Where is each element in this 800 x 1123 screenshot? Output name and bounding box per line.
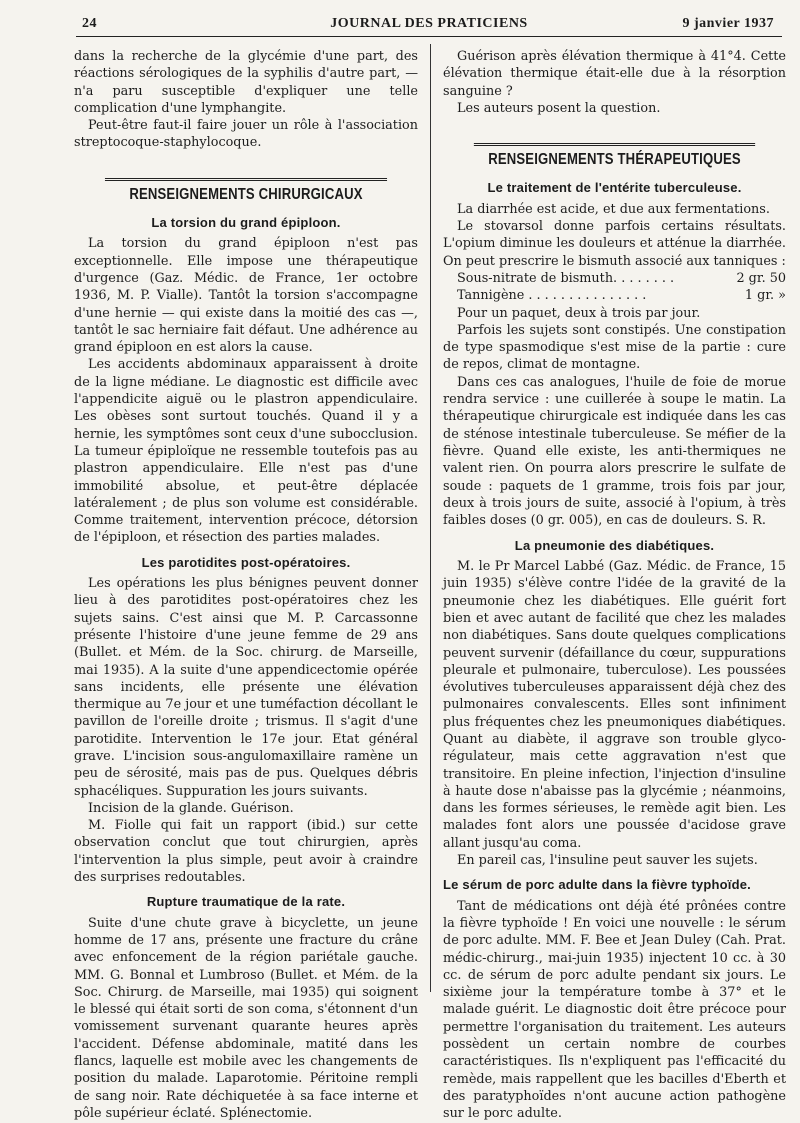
page-number: 24 — [82, 16, 97, 31]
article-paragraph: Le stovarsol donne parfois certains résultats. L'opium diminue les douleurs et atténue la diarrhée. On peut prescrire le bismuth associé aux tanniques : — [443, 219, 786, 269]
article-paragraph: M. le Pr Marcel Labbé (Gaz. Médic. de France, 15 juin 1935) s'élève contre l'idée de la gravité de la pneumonie chez les diabétiques. Elle guérit fort bien et avec autant de facilité que chez les malades non diabétiques. Sans doute quelques complications peuvent survenir (défaillance du cœur, suppurations pleurale et pulmonaire, tuberculose). Les poussées évolutives tuberculeuses apparaissent déjà chez des pulmonaires convalescents. Elles sont infiniment plus fréquentes chez les pneumoniques diabétiques. Quant au diabète, il aggrave son trouble glyco-régulateur, mais cette aggravation n'est que transitoire. En pleine infection, l'injection d'insuline à haute dose n'abaisse pas la glycémie ; néanmoins, dans les formes sérieuses, le remède agit bien. Les malades font alors une poussée d'acidose grave allant jusqu'au coma. — [443, 559, 786, 851]
article-paragraph: La torsion du grand épiploon n'est pas exceptionnelle. Elle impose une thérapeutique d'urgence (Gaz. Médic. de France, 1er octobre 1936, M. P. Vialle). Tantôt la torsion s'accompagne d'une hernie — qui existe dans la moitié des cas —, tantôt le sac herniaire fait défaut. Une adhérence au grand épiploon en est alors la cause. — [74, 236, 418, 356]
author-signature: S. R. — [735, 513, 766, 529]
header-rule — [76, 36, 782, 37]
article-paragraph: M. Fiolle qui fait un rapport (ibid.) sur cette observation conclut que tout chirurgien, après l'intervention la plus simple, peut avoir à craindre des surprises redoutables. — [74, 818, 418, 886]
article-paragraph: Incision de la glande. Guérison. — [88, 800, 294, 816]
journal-title: JOURNAL DES PRATICIENS — [330, 16, 528, 31]
article-paragraph: Les accidents abdominaux apparaissent à droite de la ligne médiane. Le diagnostic est difficile avec l'appendicite aiguë ou le plastron appendiculaire. Les obèses sont surtout touchés. Quand il y a hernie, les symptômes sont ceux d'une subocclusion. La tumeur épiploïque ne ressemble toutefois pas au plastron appendiculaire. Elle n'est pas d'une immobilité absolue, et peut-être déplacée latéralement ; de plus son volume est considérable. Comme traitement, intervention précoce, détorsion de l'épiploon, et résection des parties malades. — [74, 357, 418, 546]
prescription-line — [443, 270, 786, 287]
page-header — [76, 14, 782, 36]
section-title-therapeutiques: RENSEIGNEMENTS THÉRAPEUTIQUES — [474, 143, 755, 172]
article-title-serum: Le sérum de porc adulte dans la fièvre typhoïde. — [443, 877, 751, 893]
column-divider — [430, 44, 431, 992]
article-title-torsion: La torsion du grand épiploon. — [151, 215, 341, 231]
article-title-enterite: Le traitement de l'entérite tuberculeuse. — [487, 180, 742, 196]
article-paragraph: La diarrhée est acide, et due aux fermentations. — [457, 201, 770, 217]
continued-paragraph: Les auteurs posent la question. — [457, 100, 661, 116]
article-paragraph: Dans ces cas analogues, l'huile de foie de morue rendra service : une cuillerée à soupe le matin. La thérapeutique chirurgicale est indiquée dans les cas de sténose intestinale tuberculeuse. Se méfier de la fièvre. Quand elle existe, les anti-thermiques ne valent rien. On pourra alors prescrire le sulfate de soude : paquets de 1 gramme, trois fois par jour, deux à trois jours de suite, associé à l'opium, à très faibles doses (0 gr. 005), en cas de douleurs. — [443, 374, 786, 529]
article-paragraph: Tant de médications ont déjà été prônées contre la fièvre typhoïde ! En voici une nouvelle : le sérum de porc adulte. MM. F. Bee et Jean Duley (Cah. Prat. médic-chirurg., mai-juin 1935) injectent 10 cc. à 30 cc. de sérum de porc adulte pendant six jours. Le sixième jour la température tombe à 37° et le malade guérit. Le diagnostic doit être précoce pour permettre l'organisation du traitement. Les auteurs possèdent un certain nombre de courbes caractéristiques. Ils n'expliquent pas l'efficacité du remède, mais rappellent que les bacilles d'Eberth et des paratyphoïdes n'ont aucune action pathogène sur le porc adulte. — [443, 898, 786, 1122]
article-title-rupture: Rupture traumatique de la rate. — [146, 894, 346, 910]
article-paragraph: En pareil cas, l'insuline peut sauver les sujets. — [457, 853, 758, 869]
article-title-parotidites: Les parotidites post-opératoires. — [141, 554, 351, 570]
continued-paragraph: Guérison après élévation thermique à 41°4. Cette élévation thermique était-elle due à la résorption sanguine ? — [443, 49, 786, 99]
intro-paragraph: Peut-être faut-il faire jouer un rôle à l'association streptocoque-staphylocoque. — [74, 118, 418, 151]
left-column — [74, 48, 418, 1122]
issue-date: 9 janvier 1937 — [682, 16, 774, 31]
intro-paragraph: dans la recherche de la glycémie d'une part, des réactions sérologiques de la syphilis d'autre part, — n'a paru susceptible d'expliquer une telle complication d'une lymphangite. — [74, 49, 418, 116]
prescription-quantity: 2 gr. 50 — [736, 270, 786, 286]
prescription-line — [443, 287, 786, 304]
article-title-pneumonie: La pneumonie des diabétiques. — [514, 537, 715, 553]
article-paragraph: Suite d'une chute grave à bicyclette, un jeune homme de 17 ans, présente une fracture du crâne avec enfoncement de la région pariétale gauche. MM. G. Bonnal et Lumbroso (Bullet. et Mém. de la Soc. Chirurg. de Marseille, mai 1935) qui soignent le blessé qui était sorti de son coma, s'étonnent d'un vomissement survenant quarante heures après l'accident. Défense abdominale, matité dans les flancs, laquelle est mobile avec les changements de position du malade. Laparotomie. Péritoine rempli de sang noir. Rate déchiquetée à sa face interne et pôle supérieur éclaté. Splénectomie. — [74, 915, 418, 1121]
section-title-chirurgicaux: RENSEIGNEMENTS CHIRURGICAUX — [105, 178, 387, 207]
article-paragraph: Les opérations les plus bénignes peuvent donner lieu à des parotidites post-opératoires chez les sujets sains. C'est ainsi que M. P. Carcassonne présente l'histoire d'une jeune femme de 29 ans (Bullet. et Mém. de la Soc. chirurg. de Marseille, mai 1935). A la suite d'une appendicectomie opérée sans incidents, elle présente une élévation thermique au 7e jour et une tuméfaction décollant le pavillon de l'oreille droite ; trismus. Il s'agit d'une parotidite. Intervention le 17e jour. Etat général grave. L'incision sous-angulomaxillaire ramène un peu de sérosité, mais pas de pus. Quelques débris sphacéliques. Suppuration les jours suivants. — [74, 576, 418, 799]
prescription-ingredient: Tannigène . . . . . . . . . . . . . . . — [457, 288, 647, 304]
prescription-quantity: 1 gr. » — [744, 288, 786, 304]
prescription-ingredient: Sous-nitrate de bismuth. . . . . . . . — [457, 270, 675, 286]
article-paragraph: Pour un paquet, deux à trois par jour. — [457, 305, 701, 321]
article-paragraph: Parfois les sujets sont constipés. Une constipation de type spasmodique s'est mise de la partie : cure de repos, climat de montagne. — [443, 322, 786, 373]
right-column — [443, 48, 786, 1123]
